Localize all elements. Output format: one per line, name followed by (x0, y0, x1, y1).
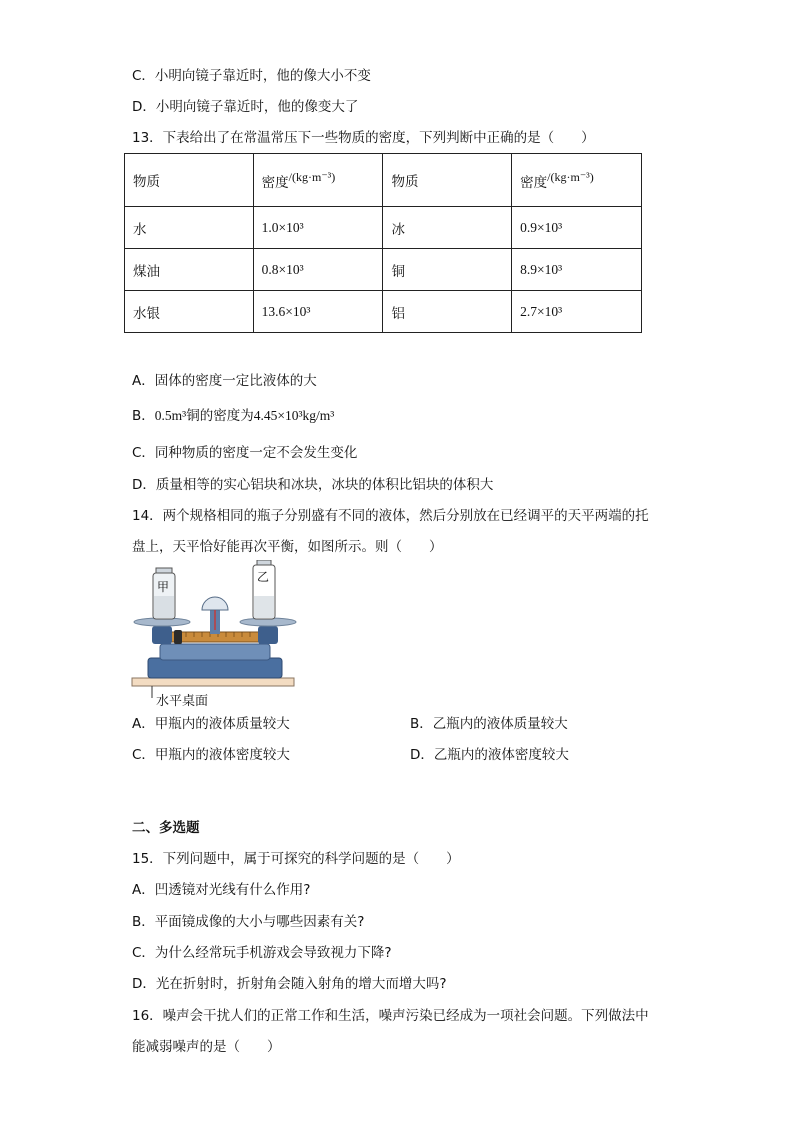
table-cell: 水银 (125, 291, 254, 333)
q12-option-d: D．小明向镜子靠近时，他的像变大了 (132, 99, 359, 115)
header-substance-1: 物质 (125, 154, 254, 207)
q14-stem-line1: 14．两个规格相同的瓶子分别盛有不同的液体，然后分别放在已经调平的天平两端的托 (132, 508, 649, 524)
table-row (125, 249, 642, 291)
q13-option-b-mid: 铜的密度为 (186, 408, 254, 424)
header-density-label: 密度 (261, 174, 289, 191)
q16-stem-line1: 16．噪声会干扰人们的正常工作和生活，噪声污染已经成为一项社会问题。下列做法中 (132, 1008, 649, 1024)
q13-option-d: D．质量相等的实心铝块和冰块，冰块的体积比铝块的体积大 (132, 477, 494, 493)
q13-stem: 13．下表给出了在常温常压下一些物质的密度，下列判断中正确的是（ ） (132, 130, 595, 146)
q14-option-b: B．乙瓶内的液体质量较大 (410, 716, 568, 732)
density-unit: /(kg·m⁻³) (547, 169, 594, 184)
table-cell: 煤油 (125, 249, 254, 291)
table-cell: 2.7×10³ (512, 291, 642, 333)
balance-scale-figure (130, 560, 300, 710)
header-density-1 (253, 154, 383, 207)
q15-option-b: B．平面镜成像的大小与哪些因素有关? (132, 914, 365, 930)
table-cell: 冰 (383, 207, 512, 249)
table-row (125, 207, 642, 249)
table-row (125, 291, 642, 333)
q12-option-c: C．小明向镜子靠近时，他的像大小不变 (132, 68, 371, 84)
table-header-row (125, 154, 642, 207)
table-cell: 1.0×10³ (253, 207, 383, 249)
table-cell: 0.8×10³ (253, 249, 383, 291)
bottle-label-jia: 甲 (157, 580, 170, 594)
table-cell: 铜 (383, 249, 512, 291)
q16-stem-line2: 能减弱噪声的是（ ） (132, 1039, 281, 1055)
q15-option-a: A．凹透镜对光线有什么作用? (132, 882, 311, 898)
section-title-multiple-choice: 二、多选题 (132, 820, 200, 836)
table-cell: 0.9×10³ (512, 207, 642, 249)
q15-option-d: D．光在折射时，折射角会随入射角的增大而增大吗? (132, 976, 447, 992)
balance-scale-icon (130, 560, 300, 710)
q14-option-d: D．乙瓶内的液体密度较大 (410, 747, 569, 763)
q13-option-b-prefix: B． (132, 408, 155, 424)
table-cell: 水 (125, 207, 254, 249)
table-cell: 铝 (383, 291, 512, 333)
q14-option-a: A．甲瓶内的液体质量较大 (132, 716, 290, 732)
density-unit: /(kg·m⁻³) (288, 169, 336, 184)
q14-option-c: C．甲瓶内的液体密度较大 (132, 747, 290, 763)
q13-option-b-value: 4.45×10³kg/m³ (253, 408, 335, 423)
table-cell: 8.9×10³ (512, 249, 642, 291)
q13-option-b-volume: 0.5m³ (154, 408, 187, 423)
header-density-label: 密度 (520, 174, 548, 191)
density-table (124, 153, 642, 333)
q14-stem-line2: 盘上，天平恰好能再次平衡，如图所示。则（ ） (132, 539, 443, 555)
q13-option-b (132, 406, 334, 426)
bottle-label-yi: 乙 (257, 570, 270, 584)
q13-option-c: C．同种物质的密度一定不会发生变化 (132, 445, 358, 461)
q15-option-c: C．为什么经常玩手机游戏会导致视力下降? (132, 945, 392, 961)
desk-label: 水平桌面 (156, 694, 209, 709)
q13-option-a: A．固体的密度一定比液体的大 (132, 373, 317, 389)
table-cell: 13.6×10³ (253, 291, 383, 333)
q15-stem: 15．下列问题中，属于可探究的科学问题的是（ ） (132, 851, 460, 867)
header-substance-2: 物质 (383, 154, 512, 207)
header-density-2 (512, 154, 642, 207)
